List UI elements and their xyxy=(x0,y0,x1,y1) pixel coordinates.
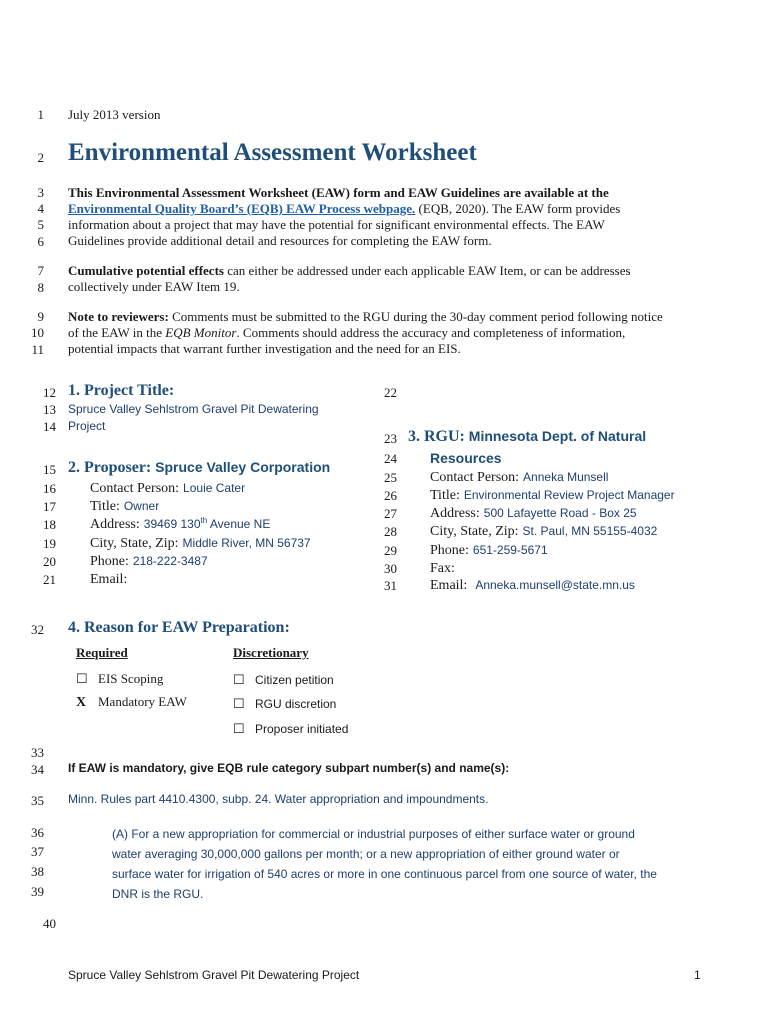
cumulative-rest: can either be addressed under each applicable EAW Item, or can be addresses xyxy=(223,263,631,278)
checkbox-eis-scoping[interactable] xyxy=(76,671,163,687)
line-number: 16 xyxy=(43,481,56,496)
rule-detail-line: DNR is the RGU. xyxy=(112,887,204,901)
intro-paragraph xyxy=(68,185,620,249)
cumulative-line-7 xyxy=(68,263,631,279)
note-rest: Comments must be submitted to the RGU during the 30-day comment period following notice xyxy=(168,309,663,324)
proposer-city xyxy=(90,534,311,552)
field-label: Contact Person: xyxy=(430,470,520,485)
required-header: Required xyxy=(76,645,128,660)
checkbox-icon[interactable]: ☐ xyxy=(233,672,245,687)
note-text: . Comments should address the accuracy and completeness of information, xyxy=(236,325,626,340)
checkbox-label: Proposer initiated xyxy=(255,722,349,736)
checkbox-label: RGU discretion xyxy=(255,697,337,711)
field-value: Owner xyxy=(123,499,160,513)
page-title: Environmental Assessment Worksheet xyxy=(68,139,477,166)
line-number: 1 xyxy=(37,107,44,122)
line-number: 39 xyxy=(31,884,44,899)
line-number: 24 xyxy=(384,451,397,466)
proposer-heading xyxy=(68,459,330,477)
intro-line-5: information about a project that may have the potential for significant environmental effects. The EAW xyxy=(68,217,605,232)
proposer-address xyxy=(90,515,270,533)
intro-after-link: (EQB, 2020). The EAW form provides xyxy=(415,201,621,216)
line-number: 26 xyxy=(384,488,397,503)
line-number: 12 xyxy=(43,385,56,400)
checkbox-icon[interactable]: ☐ xyxy=(76,671,88,686)
line-number: 22 xyxy=(384,385,397,400)
field-label: Title: xyxy=(90,499,120,514)
line-number: 18 xyxy=(43,517,56,532)
eqb-webpage-link[interactable]: Environmental Quality Board’s (EQB) EAW Process webpage. xyxy=(68,201,416,216)
rgu-heading-num: 3. RGU: xyxy=(408,428,465,445)
proposer-title xyxy=(90,497,159,515)
line-number: 23 xyxy=(384,431,397,446)
line-number: 17 xyxy=(43,499,56,514)
rgu-email xyxy=(430,576,635,594)
footer-project: Spruce Valley Sehlstrom Gravel Pit Dewatering Project xyxy=(68,968,360,982)
field-label: Email: xyxy=(90,572,128,587)
proposer-email xyxy=(90,570,127,588)
line-number: 13 xyxy=(43,402,56,417)
field-label: Fax: xyxy=(430,561,455,576)
line-number: 29 xyxy=(384,543,397,558)
note-line-10 xyxy=(68,325,663,341)
proposer-heading-name: Spruce Valley Corporation xyxy=(151,459,331,475)
line-number: 8 xyxy=(37,280,44,295)
line-number: 32 xyxy=(31,622,44,637)
field-label: Address: xyxy=(430,506,480,521)
reason-heading: 4. Reason for EAW Preparation: xyxy=(68,619,290,636)
proposer-contact xyxy=(90,479,245,497)
checkbox-label: Citizen petition xyxy=(255,673,334,687)
proposer-phone xyxy=(90,552,208,570)
mandatory-question: If EAW is mandatory, give EQB rule category subpart number(s) and name(s): xyxy=(68,761,510,775)
line-number: 28 xyxy=(384,524,397,539)
version-label: July 2013 version xyxy=(68,107,161,122)
line-number: 19 xyxy=(43,536,56,551)
line-number: 25 xyxy=(384,470,397,485)
address-part: Avenue NE xyxy=(207,517,271,531)
discretionary-header: Discretionary xyxy=(233,645,309,660)
rgu-address xyxy=(430,504,637,522)
line-number: 34 xyxy=(31,762,44,777)
rule-line: Minn. Rules part 4410.4300, subp. 24. Water appropriation and impoundments. xyxy=(68,792,489,806)
line-number: 6 xyxy=(37,234,44,249)
proposer-heading-num: 2. Proposer: xyxy=(68,459,152,476)
field-label: Phone: xyxy=(90,554,129,569)
line-number: 40 xyxy=(43,916,56,931)
line-number: 7 xyxy=(37,263,44,278)
rule-detail xyxy=(112,824,657,904)
field-value: 651-259-5671 xyxy=(472,543,548,557)
field-label: Contact Person: xyxy=(90,481,180,496)
line-number: 11 xyxy=(31,342,44,357)
project-title-value-1: Spruce Valley Sehlstrom Gravel Pit Dewatering xyxy=(68,402,319,416)
checkbox-proposer-initiated[interactable] xyxy=(233,720,348,738)
line-number: 27 xyxy=(384,506,397,521)
field-label: Address: xyxy=(90,517,140,532)
rule-detail-line: (A) For a new appropriation for commercial or industrial purposes of either surface water or ground xyxy=(112,827,635,841)
rgu-title xyxy=(430,486,675,504)
field-label: City, State, Zip: xyxy=(90,536,179,551)
rgu-contact xyxy=(430,468,608,486)
line-number: 20 xyxy=(43,554,56,569)
note-line-9 xyxy=(68,309,663,325)
rule-detail-line: water averaging 30,000,000 gallons per month; or a new appropriation of either ground water or xyxy=(112,847,620,861)
line-number: 36 xyxy=(31,825,44,840)
line-number: 38 xyxy=(31,864,44,879)
field-value: Anneka.munsell@state.mn.us xyxy=(475,578,635,592)
line-number: 21 xyxy=(43,572,56,587)
field-value: Anneka Munsell xyxy=(523,470,609,484)
address-sup: th xyxy=(200,516,208,525)
line-number: 35 xyxy=(31,793,44,808)
line-number: 2 xyxy=(37,150,44,165)
project-title-value-2: Project xyxy=(68,419,106,433)
note-bold: Note to reviewers: xyxy=(68,309,169,324)
cumulative-bold: Cumulative potential effects xyxy=(68,263,224,278)
line-number: 10 xyxy=(31,325,44,340)
field-value: St. Paul, MN 55155-4032 xyxy=(522,524,658,538)
rgu-heading-line1: Minnesota Dept. of Natural xyxy=(464,428,647,444)
footer-page-number: 1 xyxy=(694,968,701,982)
intro-line-4 xyxy=(68,201,620,217)
rgu-city xyxy=(430,522,657,540)
line-number: 33 xyxy=(31,745,44,760)
field-label: Title: xyxy=(430,488,460,503)
line-number: 37 xyxy=(31,844,44,859)
rgu-heading xyxy=(408,428,646,446)
note-text: of the EAW in the xyxy=(68,325,166,340)
intro-line-6: Guidelines provide additional detail and resources for completing the EAW form. xyxy=(68,233,492,248)
checkbox-label: Mandatory EAW xyxy=(98,694,187,709)
checkbox-icon[interactable]: X xyxy=(76,695,87,710)
field-value xyxy=(144,517,271,531)
field-label: Phone: xyxy=(430,543,469,558)
cumulative-line-8: collectively under EAW Item 19. xyxy=(68,279,240,294)
checkbox-icon[interactable]: ☐ xyxy=(233,696,245,711)
field-label: Email: xyxy=(430,578,468,593)
checkbox-mandatory-eaw[interactable] xyxy=(76,694,187,711)
checkbox-label: EIS Scoping xyxy=(98,671,164,686)
rgu-heading-line2: Resources xyxy=(430,450,502,466)
field-label: City, State, Zip: xyxy=(430,524,519,539)
checkbox-icon[interactable]: ☐ xyxy=(233,721,245,736)
project-title-heading: 1. Project Title: xyxy=(68,382,175,399)
line-number: 14 xyxy=(43,419,56,434)
checkbox-rgu-discretion[interactable] xyxy=(233,695,336,713)
note-line-11: potential impacts that warrant further investigation and the need for an EIS. xyxy=(68,341,461,356)
line-number: 9 xyxy=(37,309,44,324)
line-number: 15 xyxy=(43,462,56,477)
line-number: 3 xyxy=(37,185,44,200)
line-number: 5 xyxy=(37,217,44,232)
address-part: 39469 130 xyxy=(143,517,201,531)
rgu-phone xyxy=(430,541,548,559)
line-number: 4 xyxy=(37,201,44,216)
intro-line-3: This Environmental Assessment Worksheet (EAW) form and EAW Guidelines are available at the xyxy=(68,185,609,200)
eqb-monitor-italic: EQB Monitor xyxy=(165,325,237,340)
field-value: Middle River, MN 56737 xyxy=(182,536,311,550)
note-paragraph xyxy=(68,309,663,357)
field-value: 218-222-3487 xyxy=(132,554,208,568)
rule-detail-line: surface water for irrigation of 540 acres or more in one continuous parcel from one source of water, the xyxy=(112,867,657,881)
line-number: 31 xyxy=(384,578,397,593)
line-number: 30 xyxy=(384,561,397,576)
field-value: Louie Cater xyxy=(183,481,246,495)
field-value: Environmental Review Project Manager xyxy=(463,488,675,502)
field-value: 500 Lafayette Road - Box 25 xyxy=(483,506,637,520)
rgu-fax xyxy=(430,559,455,577)
checkbox-citizen-petition[interactable] xyxy=(233,671,334,689)
cumulative-paragraph xyxy=(68,263,631,295)
